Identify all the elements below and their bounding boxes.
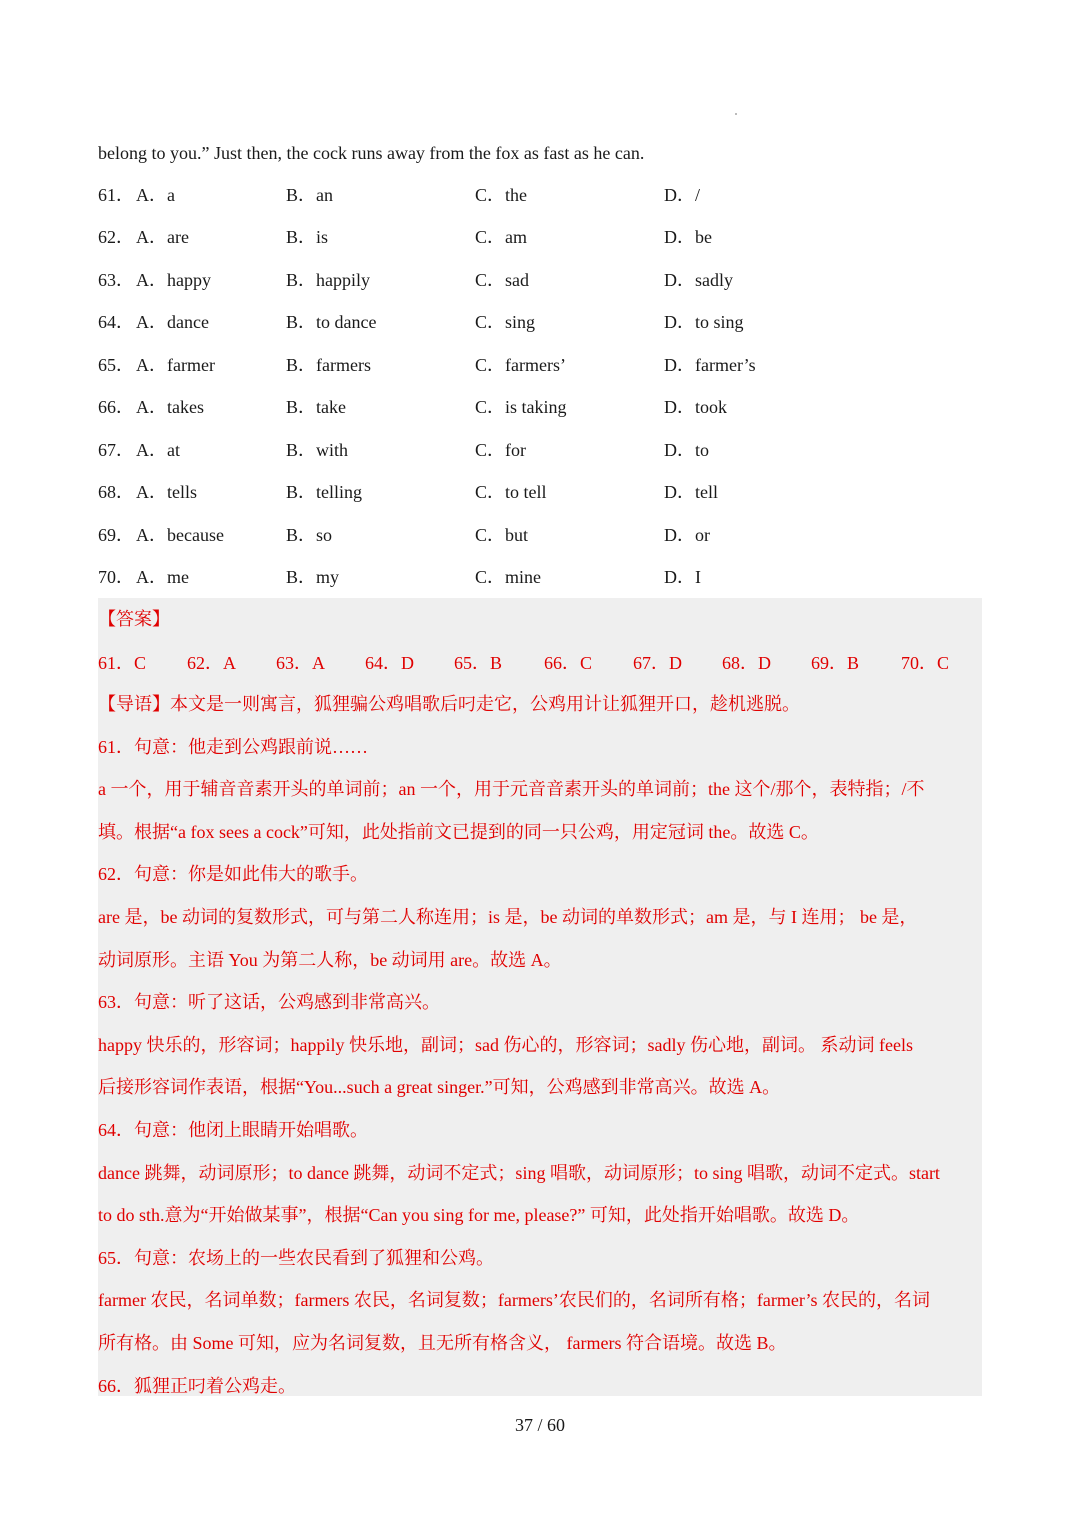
explanation-line: farmer 农民，名词单数；farmers 农民，名词复数；farmers’农民们的，名词所有格；farmer’s 农民的，名词: [98, 1290, 931, 1311]
option-c: C．for: [475, 440, 526, 460]
option-b: B．is: [286, 227, 329, 247]
answer-key-item: 68．D: [722, 653, 771, 673]
question-number: 62．: [98, 227, 134, 247]
explanation-line: 【导语】本文是一则寓言，狐狸骗公鸡唱歌后叼走它，公鸡用计让狐狸开口，趁机逃脱。: [98, 694, 800, 714]
option-a: A．happy: [136, 270, 211, 290]
option-a: A．are: [136, 227, 189, 247]
answer-key-item: 63．A: [276, 653, 325, 673]
question-number: 63．: [98, 270, 134, 290]
option-b: B．farmers: [286, 355, 371, 375]
answer-key-item: 69．B: [811, 653, 860, 673]
question-row: [98, 437, 982, 463]
answer-key-item: 64．D: [365, 653, 414, 673]
answer-key-item: 70．C: [901, 653, 950, 673]
option-d: D．I: [664, 567, 701, 587]
option-c: C．to tell: [475, 482, 547, 502]
option-b: B．with: [286, 440, 349, 460]
answer-key-row: [98, 650, 982, 676]
question-number: 64．: [98, 312, 134, 332]
question-row: [98, 479, 982, 505]
answer-heading: 【答案】: [98, 609, 170, 629]
explanation-line: 64．句意：他闭上眼睛开始唱歌。: [98, 1120, 368, 1140]
explanation-line: a 一个，用于辅音音素开头的单词前；an 一个，用于元音音素开头的单词前；the 这个/那个，表特指；/不: [98, 779, 925, 800]
explanation-line: 动词原形。主语 You 为第二人称，be 动词用 are。故选 A。: [98, 949, 562, 970]
option-a: A．tells: [136, 482, 197, 502]
explanation-line: 填。根据“a fox sees a cock”可知，此处指前文已提到的同一只公鸡，用定冠词 the。故选 C。: [98, 821, 819, 842]
question-number: 70．: [98, 567, 134, 587]
explanation-line: 后接形容词作表语，根据“You...such a great singer.”可知，公鸡感到非常高兴。故选 A。: [98, 1077, 781, 1098]
option-d: D．/: [664, 185, 700, 205]
question-number: 65．: [98, 355, 134, 375]
option-b: B．happily: [286, 270, 370, 290]
answer-key-item: 62．A: [187, 653, 236, 673]
option-c: C．am: [475, 227, 527, 247]
explanation-line: happy 快乐的，形容词；happily 快乐地，副词；sad 伤心的，形容词；sadly 伤心地，副词。 系动词 feels: [98, 1034, 913, 1055]
option-d: D．farmer’s: [664, 355, 756, 375]
option-c: C．sad: [475, 270, 529, 290]
option-c: C．mine: [475, 567, 541, 587]
option-d: D．to: [664, 440, 709, 460]
option-a: A．me: [136, 567, 189, 587]
explanation-line: 所有格。由 Some 可知，应为名词复数，且无所有格含义， farmers 符合语境。故选 B。: [98, 1333, 787, 1353]
option-d: D．or: [664, 525, 710, 545]
option-a: A．a: [136, 185, 175, 205]
explanation-line: 61．句意：他走到公鸡跟前说……: [98, 736, 368, 757]
explanation-line: to do sth.意为“开始做某事”，根据“Can you sing for me, please?” 可知，此处指开始唱歌。故选 D。: [98, 1205, 860, 1226]
option-b: B．an: [286, 185, 333, 205]
explanation-line: 63．句意：听了这话，公鸡感到非常高兴。: [98, 992, 440, 1013]
explanation-line: 62．句意：你是如此伟大的歌手。: [98, 864, 368, 885]
question-number: 69．: [98, 525, 134, 545]
question-row: [98, 182, 982, 208]
explanation-line: 66．狐狸正叼着公鸡走。: [98, 1375, 296, 1396]
question-row: [98, 352, 982, 378]
option-b: B．take: [286, 397, 346, 417]
option-a: A．at: [136, 440, 180, 460]
explanation-line: are 是，be 动词的复数形式，可与第二人称连用；is 是，be 动词的单数形式；am 是，与 I 连用； be 是，: [98, 907, 918, 927]
option-d: D．be: [664, 227, 712, 247]
question-number: 66．: [98, 397, 134, 417]
option-b: B．to dance: [286, 312, 377, 332]
answer-key-item: 61．C: [98, 653, 147, 673]
option-d: D．took: [664, 397, 727, 417]
option-a: A．farmer: [136, 355, 215, 375]
option-a: A．dance: [136, 312, 209, 332]
question-row: [98, 224, 982, 250]
option-c: C．but: [475, 525, 529, 545]
explanation-line: dance 跳舞，动词原形；to dance 跳舞，动词不定式；sing 唱歌，动词原形；to sing 唱歌，动词不定式。start: [98, 1162, 940, 1183]
option-d: D．to sing: [664, 312, 744, 332]
page-number: 37 / 60: [514, 1415, 565, 1435]
option-d: D．tell: [664, 482, 718, 502]
option-c: C．is taking: [475, 397, 567, 417]
question-row: [98, 522, 982, 548]
explanation-line: 65．句意：农场上的一些农民看到了狐狸和公鸡。: [98, 1247, 494, 1268]
option-a: A．because: [136, 525, 224, 545]
question-row: [98, 267, 982, 293]
option-b: B．telling: [286, 482, 362, 502]
passage-last-line: belong to you.” Just then, the cock runs away from the fox as fast as he can.: [98, 143, 645, 163]
option-b: B．my: [286, 567, 340, 587]
question-row: [98, 394, 982, 420]
answer-key-item: 67．D: [633, 653, 682, 673]
option-c: C．sing: [475, 312, 536, 332]
option-a: A．takes: [136, 397, 204, 417]
answer-key-item: 65．B: [454, 653, 503, 673]
option-b: B．so: [286, 525, 333, 545]
question-row: [98, 564, 982, 590]
scan-speck: [735, 113, 737, 115]
question-number: 61．: [98, 185, 134, 205]
option-c: C．farmers’: [475, 355, 566, 375]
question-row: [98, 309, 982, 335]
question-number: 67．: [98, 440, 134, 460]
option-c: C．the: [475, 185, 527, 205]
question-number: 68．: [98, 482, 134, 502]
answer-key-item: 66．C: [544, 653, 593, 673]
option-d: D．sadly: [664, 270, 733, 290]
